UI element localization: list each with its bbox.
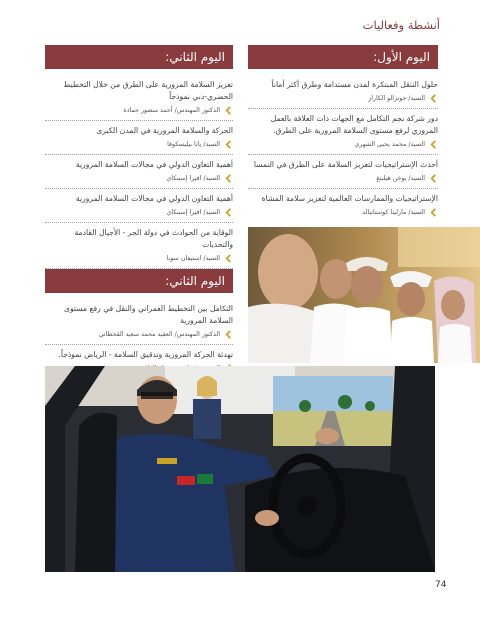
session-title: أحدث الإستراتيجيات لتعزيز السلامة على الطرق في النمسا [253, 160, 438, 169]
speaker-name: السيد/ افيرا إسبنكاي [166, 175, 220, 182]
session-title: أهمية التعاون الدولي في مجالات السلامة المرورية [75, 160, 233, 169]
list-item [248, 189, 438, 222]
audience-photo [248, 227, 480, 363]
session-title: دور شركة نجم التكامل مع الجهات ذات العلاقة بالعمل المروري لرفع مستوى السلامة المرورية على الطرق. [270, 114, 438, 135]
chevron-left-icon [429, 174, 438, 183]
list-item [248, 109, 438, 155]
list-item [45, 189, 233, 223]
speaker-name: السيد/ افيرا إسبنكاي [166, 209, 220, 216]
day-two-column [45, 45, 233, 378]
speaker-name: السيد/ مارلينا كوستانيالد [362, 209, 425, 216]
chevron-left-icon [224, 330, 233, 339]
chevron-left-icon [224, 254, 233, 263]
session-title: الإستراتيجيات والممارسات العالمية لتعزيز سلامة المشاة [261, 194, 438, 203]
day-two-banner: اليوم الثاني: [45, 45, 233, 69]
speaker-line [248, 140, 438, 149]
day-two-banner-second: اليوم الثاني: [45, 269, 233, 293]
speaker-line [248, 174, 438, 183]
list-item [45, 223, 233, 269]
chevron-left-icon [429, 94, 438, 103]
day-two-second-block [45, 269, 233, 378]
speaker-line [45, 208, 233, 217]
session-title: التكامل بين التخطيط العمراني والنقل في رفع مستوى السلامة المرورية [64, 304, 233, 325]
simulator-photo [45, 366, 435, 572]
chevron-left-icon [224, 208, 233, 217]
day-one-column [248, 45, 438, 222]
session-title: الحركة والسلامة المرورية في المدن الكبرى [96, 126, 233, 135]
session-title: أهمية التعاون الدولي في مجالات السلامة المرورية [75, 194, 233, 203]
speaker-name: الدكتور المهندس/ أحمد منصور حمادة [123, 107, 220, 114]
chevron-left-icon [429, 140, 438, 149]
speaker-line [45, 254, 233, 263]
speaker-line [248, 208, 438, 217]
speaker-line [45, 174, 233, 183]
list-item [45, 299, 233, 345]
session-title: تعزيز السلامة المرورية على الطرق من خلال التخطيط الحضري-دبي نموذجاً [63, 80, 233, 101]
speaker-name: السيد/ جونزالو الكاراز [368, 95, 425, 102]
speaker-line [248, 94, 438, 103]
session-title: الوقاية من الحوادث في دولة الجر - الأجيال القادمة والتحديات [74, 228, 233, 249]
list-item [45, 75, 233, 121]
page-number: 74 [435, 580, 447, 590]
list-item [248, 75, 438, 109]
list-item [248, 155, 438, 189]
speaker-name: السيد/ يانا بيليسكوفا [167, 141, 220, 148]
speaker-line [45, 140, 233, 149]
speaker-name: الدكتور المهندس/ العقيد محمد سعيد القحطاني [98, 331, 220, 338]
speaker-line [45, 330, 233, 339]
session-title: تهدئة الحركة المرورية وتدقيق السلامة - الرياض نموذجاً. [58, 350, 233, 359]
chevron-left-icon [224, 140, 233, 149]
chevron-left-icon [429, 208, 438, 217]
session-title: حلول التنقل المبتكرة لمدن مستدامة وطرق أكثر أماناً [271, 80, 438, 89]
speaker-name: السيد/ استيفان سوبا [166, 255, 220, 262]
chevron-left-icon [224, 174, 233, 183]
day-one-banner: اليوم الأول: [248, 45, 438, 69]
section-title: أنشطة وفعاليات [362, 18, 440, 32]
speaker-name: السيد/ محمد يحيى الشهري [354, 141, 425, 148]
speaker-line [45, 106, 233, 115]
speaker-name: السيد/ يوخن هيلبنغ [376, 175, 425, 182]
list-item [45, 121, 233, 155]
list-item [45, 155, 233, 189]
chevron-left-icon [224, 106, 233, 115]
